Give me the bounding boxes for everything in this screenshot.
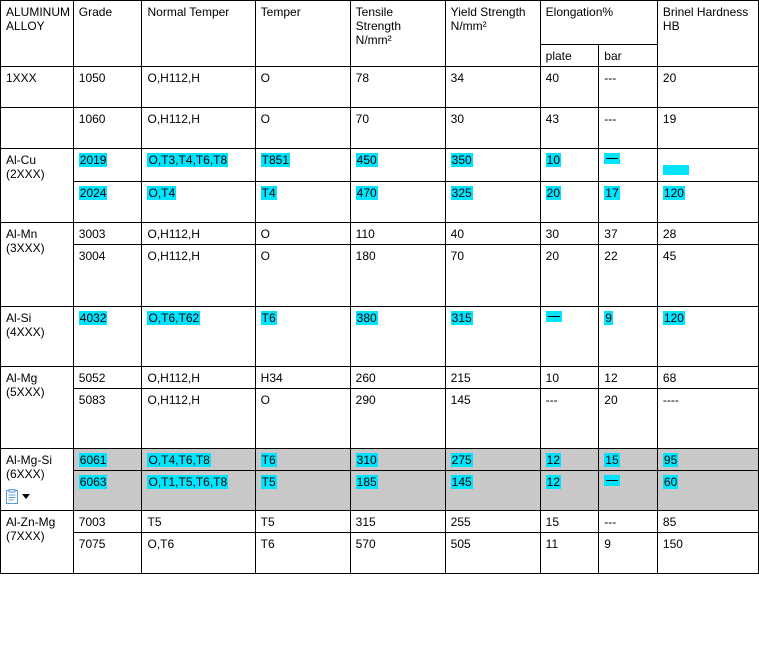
cell-temper: O: [255, 389, 350, 449]
cell-grade: [73, 471, 142, 511]
cell-brinel: [657, 307, 758, 367]
cell-yield: [445, 449, 540, 471]
cell-bar: 9: [599, 533, 658, 574]
cell-tensile: 570: [350, 533, 445, 574]
cell-family: [1, 449, 74, 511]
cell-normal-temper: O,H112,H: [142, 389, 255, 449]
header-yield-strength: Yield Strength N/mm²: [445, 1, 540, 67]
tensile-value: 470: [356, 186, 377, 200]
header-row-main: [1, 1, 759, 45]
cell-temper: H34: [255, 367, 350, 389]
table-row: [1, 108, 759, 149]
yield-value: 350: [451, 153, 472, 167]
header-grade: Grade: [73, 1, 142, 67]
cell-normal-temper: O,H112,H: [142, 67, 255, 108]
cell-brinel: ----: [657, 389, 758, 449]
normal-temper-value: O,T4: [148, 186, 176, 200]
brinel-value: 120: [663, 186, 684, 200]
cell-plate: [540, 307, 599, 367]
grade-value: 6061: [79, 453, 107, 467]
cell-grade: 1060: [73, 108, 142, 149]
cell-brinel: 68: [657, 367, 758, 389]
cell-grade: 3003: [73, 223, 142, 245]
header-temper: Temper: [255, 1, 350, 67]
table-body: [1, 67, 759, 574]
clipboard-icon: [6, 489, 19, 504]
bar-dash-icon: [604, 153, 620, 164]
cell-tensile: [350, 307, 445, 367]
cell-bar: ---: [599, 108, 658, 149]
cell-temper: O: [255, 223, 350, 245]
cell-temper: O: [255, 67, 350, 108]
header-elongation-bar: bar: [599, 45, 658, 67]
cell-tensile: 180: [350, 245, 445, 307]
grade-value: 6063: [79, 475, 107, 489]
temper-value: T4: [261, 186, 276, 200]
cell-grade: 5052: [73, 367, 142, 389]
cell-plate: [540, 182, 599, 223]
cell-yield: [445, 149, 540, 182]
cell-plate: ---: [540, 389, 599, 449]
cell-yield: 34: [445, 67, 540, 108]
cell-tensile: 290: [350, 389, 445, 449]
grade-value: 2024: [79, 186, 107, 200]
cell-tensile: [350, 449, 445, 471]
cell-brinel: 28: [657, 223, 758, 245]
cell-temper: O: [255, 245, 350, 307]
cell-temper: [255, 307, 350, 367]
cell-grade: 3004: [73, 245, 142, 307]
cell-bar: ---: [599, 511, 658, 533]
cell-tensile: 78: [350, 67, 445, 108]
plate-value: 10: [546, 153, 561, 167]
tensile-value: 450: [356, 153, 377, 167]
cell-bar: 22: [599, 245, 658, 307]
cell-family: Al-Si (4XXX): [1, 307, 74, 367]
cell-yield: [445, 471, 540, 511]
cell-normal-temper: O,H112,H: [142, 223, 255, 245]
tensile-value: 380: [356, 311, 377, 325]
cell-tensile: [350, 182, 445, 223]
cell-brinel: 85: [657, 511, 758, 533]
normal-temper-value: O,T4,T6,T8: [148, 453, 210, 467]
brinel-value: 95: [663, 453, 678, 467]
bar-dash-icon: [604, 475, 620, 486]
cell-bar: [599, 471, 658, 511]
grade-value: 4032: [79, 311, 107, 325]
cell-plate: 10: [540, 367, 599, 389]
cell-family: [1, 108, 74, 149]
temper-value: T851: [261, 153, 290, 167]
cell-plate: 40: [540, 67, 599, 108]
table-row: [1, 511, 759, 533]
cell-brinel: 19: [657, 108, 758, 149]
cell-normal-temper: O,H112,H: [142, 108, 255, 149]
cell-plate: 43: [540, 108, 599, 149]
cell-tensile: 260: [350, 367, 445, 389]
yield-value: 145: [451, 475, 472, 489]
yield-value: 315: [451, 311, 472, 325]
cell-normal-temper: O,H112,H: [142, 367, 255, 389]
plate-value: 12: [546, 475, 561, 489]
cell-brinel: [657, 471, 758, 511]
cell-grade: 5083: [73, 389, 142, 449]
header-normal-temper: Normal Temper: [142, 1, 255, 67]
brinel-blank-highlight: [663, 165, 689, 175]
bar-value: 9: [605, 311, 612, 325]
table-row: [1, 533, 759, 574]
cell-normal-temper: [142, 149, 255, 182]
cell-grade: 7075: [73, 533, 142, 574]
cell-normal-temper: O,H112,H: [142, 245, 255, 307]
cell-brinel: [657, 149, 758, 182]
yield-value: 275: [451, 453, 472, 467]
cell-yield: 255: [445, 511, 540, 533]
header-tensile-strength: Tensile Strength N/mm²: [350, 1, 445, 67]
bar-value: 17: [605, 186, 619, 200]
cell-bar: [599, 149, 658, 182]
cell-grade: [73, 182, 142, 223]
table-row: [1, 245, 759, 307]
cell-yield: 40: [445, 223, 540, 245]
temper-value: T5: [261, 475, 276, 489]
cell-bar: [599, 449, 658, 471]
table-row: [1, 367, 759, 389]
table-row: [1, 471, 759, 511]
brinel-value: 120: [663, 311, 684, 325]
cell-brinel: 45: [657, 245, 758, 307]
temper-value: T6: [261, 311, 276, 325]
header-elongation: Elongation%: [540, 1, 657, 45]
cell-bar: 12: [599, 367, 658, 389]
table-header: [1, 1, 759, 67]
cell-family: Al-Mg (5XXX): [1, 367, 74, 449]
cell-brinel: [657, 182, 758, 223]
cell-plate: 15: [540, 511, 599, 533]
cell-grade: [73, 449, 142, 471]
cell-yield: 70: [445, 245, 540, 307]
cell-tensile: [350, 149, 445, 182]
cell-bar: [599, 307, 658, 367]
cell-temper: T6: [255, 533, 350, 574]
table-row: [1, 307, 759, 367]
normal-temper-value: O,T1,T5,T6,T8: [148, 475, 228, 489]
cell-brinel: 150: [657, 533, 758, 574]
cell-plate: 11: [540, 533, 599, 574]
cell-grade: [73, 149, 142, 182]
brinel-value: 60: [663, 475, 678, 489]
cell-temper: T5: [255, 511, 350, 533]
cell-yield: 215: [445, 367, 540, 389]
cell-plate: [540, 149, 599, 182]
header-family: ALUMINUM ALLOY: [1, 1, 74, 67]
family-label: Al-Mg-Si (6XXX): [6, 453, 53, 481]
cell-plate: [540, 449, 599, 471]
cell-temper: [255, 149, 350, 182]
cell-normal-temper: O,T6: [142, 533, 255, 574]
grade-value: 2019: [79, 153, 107, 167]
cell-temper: [255, 182, 350, 223]
paste-options-button[interactable]: [6, 489, 30, 504]
cell-plate: [540, 471, 599, 511]
cell-yield: 30: [445, 108, 540, 149]
cell-yield: [445, 307, 540, 367]
cell-yield: 145: [445, 389, 540, 449]
header-brinel-hardness: Brinel Hardness HB: [657, 1, 758, 67]
temper-value: T6: [261, 453, 276, 467]
family-label: 1XXX: [6, 71, 37, 85]
cell-normal-temper: [142, 307, 255, 367]
table-row: [1, 449, 759, 471]
cell-yield: 505: [445, 533, 540, 574]
cell-family: Al-Cu (2XXX): [1, 149, 74, 223]
cell-temper: [255, 449, 350, 471]
cell-tensile: [350, 471, 445, 511]
table-row: [1, 223, 759, 245]
bar-value: 15: [605, 453, 619, 467]
cell-grade: 7003: [73, 511, 142, 533]
cell-grade: [73, 307, 142, 367]
table-row: [1, 67, 759, 108]
cell-grade: 1050: [73, 67, 142, 108]
cell-normal-temper: [142, 449, 255, 471]
plate-value: 20: [546, 186, 561, 200]
chevron-down-icon[interactable]: [22, 494, 30, 499]
cell-bar: ---: [599, 67, 658, 108]
header-elongation-plate: plate: [540, 45, 599, 67]
cell-tensile: 315: [350, 511, 445, 533]
plate-value: 12: [546, 453, 561, 467]
cell-tensile: 70: [350, 108, 445, 149]
cell-normal-temper: [142, 471, 255, 511]
cell-plate: 20: [540, 245, 599, 307]
plate-dash-icon: [546, 311, 562, 322]
cell-yield: [445, 182, 540, 223]
yield-value: 325: [451, 186, 472, 200]
table-row: [1, 149, 759, 182]
cell-brinel: 20: [657, 67, 758, 108]
cell-plate: 30: [540, 223, 599, 245]
cell-family: Al-Mn (3XXX): [1, 223, 74, 307]
cell-brinel: [657, 449, 758, 471]
cell-family: [1, 67, 74, 108]
cell-normal-temper: [142, 182, 255, 223]
tensile-value: 185: [356, 475, 377, 489]
tensile-value: 310: [356, 453, 377, 467]
cell-family: Al-Zn-Mg (7XXX): [1, 511, 74, 574]
cell-temper: O: [255, 108, 350, 149]
cell-tensile: 110: [350, 223, 445, 245]
cell-bar: 37: [599, 223, 658, 245]
cell-normal-temper: T5: [142, 511, 255, 533]
cell-bar: [599, 182, 658, 223]
table-row: [1, 389, 759, 449]
cell-temper: [255, 471, 350, 511]
table-row: [1, 182, 759, 223]
cell-bar: 20: [599, 389, 658, 449]
normal-temper-value: O,T6,T62: [148, 311, 200, 325]
normal-temper-value: O,T3,T4,T6,T8: [148, 153, 228, 167]
